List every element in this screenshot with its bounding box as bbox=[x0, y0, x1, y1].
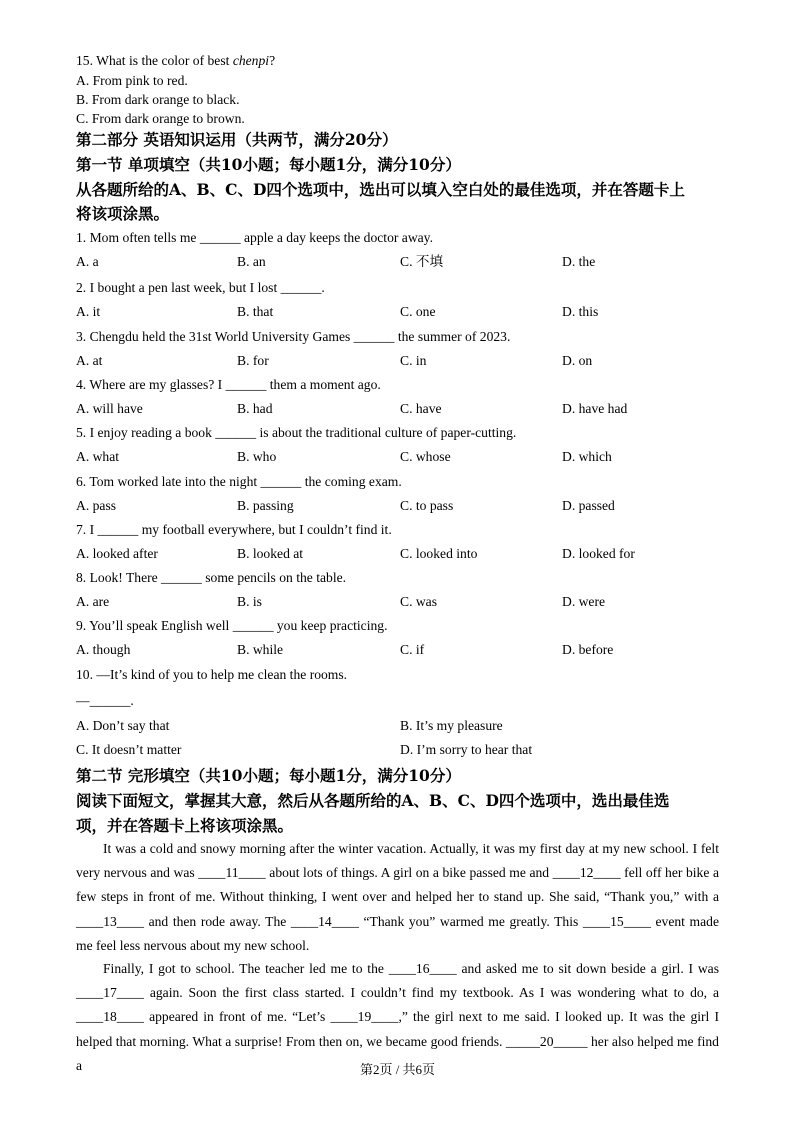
section1-instruction-line2: 将该项涂黑。 bbox=[76, 204, 170, 223]
q4-option-c: C. have bbox=[400, 401, 442, 416]
q3-option-b: B. for bbox=[237, 353, 269, 368]
q9-option-a: A. though bbox=[76, 642, 131, 657]
q4-option-a: A. will have bbox=[76, 401, 143, 416]
q5-option-c: C. whose bbox=[400, 449, 451, 464]
q1-stem: 1. Mom often tells me ______ apple a day keeps the doctor away. bbox=[76, 230, 433, 245]
q9-option-c: C. if bbox=[400, 642, 425, 657]
q10-reply: —______. bbox=[76, 693, 134, 708]
blank-14: ____14____ bbox=[290, 913, 359, 929]
q3-option-c: C. in bbox=[400, 353, 427, 368]
q15-option-c: C. From dark orange to brown. bbox=[76, 111, 245, 126]
blank-15: ____15____ bbox=[582, 913, 651, 929]
q2-option-b: B. that bbox=[237, 304, 274, 319]
blank-18: ____18____ bbox=[76, 1009, 144, 1025]
q6-option-a: A. pass bbox=[76, 498, 117, 513]
q1-option-a: A. a bbox=[76, 254, 99, 269]
q7-option-c: C. looked into bbox=[400, 546, 478, 561]
section2-heading: 第二节 完形填空（共10小题；每小题1分，满分10分） bbox=[76, 766, 461, 785]
q5-option-b: B. who bbox=[237, 449, 277, 464]
q15-stem: 15. What is the color of best chenpi? bbox=[76, 53, 276, 68]
q8-option-d: D. were bbox=[562, 594, 606, 609]
q8-stem: 8. Look! There ______ some pencils on the table. bbox=[76, 570, 347, 585]
q6-option-c: C. to pass bbox=[400, 498, 454, 513]
q15-option-b: B. From dark orange to black. bbox=[76, 92, 240, 107]
q10-option-b: B. It’s my pleasure bbox=[400, 718, 503, 733]
page-footer: 第2页 / 共6页 bbox=[359, 1062, 436, 1077]
q10-option-d: D. I’m sorry to hear that bbox=[400, 742, 533, 757]
q4-stem: 4. Where are my glasses? I ______ them a moment ago. bbox=[76, 377, 381, 392]
q3-stem: 3. Chengdu held the 31st World University Games ______ the summer of 2023. bbox=[76, 329, 511, 344]
q10-option-a: A. Don’t say that bbox=[76, 718, 170, 733]
q10-stem: 10. —It’s kind of you to help me clean the rooms. bbox=[76, 667, 348, 682]
blank-20: _____20_____ bbox=[505, 1033, 588, 1049]
blank-16: ____16____ bbox=[388, 961, 457, 976]
q1-option-d: D. the bbox=[562, 254, 596, 269]
q4-option-b: B. had bbox=[237, 401, 273, 416]
q7-option-b: B. looked at bbox=[237, 546, 304, 561]
q9-stem: 9. You’ll speak English well ______ you keep practicing. bbox=[76, 618, 388, 633]
q6-option-b: B. passing bbox=[237, 498, 294, 513]
cloze-paragraph-2: Finally, I got to school. The teacher led me to the ____16____ and asked me to sit down beside a girl. I was ____17____ again. Soon the first class started. I couldn’t find my textbook. As I was wondering what to do, a ____18____ appeared in front of me. “Let’s ____19____,” the girl next to me said. I looked up. It was the girl I helped that morning. What a surprise! From then on, we became good friends. _____20_____ her also helped me find a bbox=[76, 961, 719, 1073]
q2-option-c: C. one bbox=[400, 304, 436, 319]
q7-option-d: D. looked for bbox=[562, 546, 635, 561]
section2-instruction-line1: 阅读下面短文，掌握其大意，然后从各题所给的A、B、C、D四个选项中，选出最佳选 bbox=[76, 791, 670, 810]
blank-12: ____12____ bbox=[552, 865, 621, 881]
q6-option-d: D. passed bbox=[562, 498, 615, 513]
q8-option-a: A. are bbox=[76, 594, 110, 609]
q15-option-a: A. From pink to red. bbox=[76, 73, 188, 88]
cloze-paragraph-1: It was a cold and snowy morning after the winter vacation. Actually, it was my first day at my new school. I felt very nervous and was ____11____ about lots of things. A girl on a bike passed me and ____12____ fell off her bike a few steps in front of me. Without thinking, I went over and helped her to stand up. She said, “Thank you,” with a ____13____ and then rode away. The ____14____ “Thank you” warmed me greatly. This ____15____ event made me feel less nervous about my new school. bbox=[76, 841, 719, 953]
q5-option-a: A. what bbox=[76, 449, 120, 464]
q1-option-b: B. an bbox=[237, 254, 266, 269]
blank-11: ____11____ bbox=[198, 865, 266, 881]
q4-option-d: D. have had bbox=[562, 401, 628, 416]
blank-17: ____17____ bbox=[76, 985, 144, 1001]
blank-19: ____19____ bbox=[330, 1009, 399, 1025]
q8-option-c: C. was bbox=[400, 594, 438, 609]
q2-option-a: A. it bbox=[76, 304, 101, 319]
section1-heading: 第一节 单项填空（共10小题；每小题1分，满分10分） bbox=[76, 155, 461, 174]
q9-option-b: B. while bbox=[237, 642, 284, 657]
q5-option-d: D. which bbox=[562, 449, 612, 464]
q3-option-a: A. at bbox=[76, 353, 103, 368]
q3-option-d: D. on bbox=[562, 353, 593, 368]
section1-instruction-line1: 从各题所给的A、B、C、D四个选项中，选出可以填入空白处的最佳选项，并在答题卡上 bbox=[76, 180, 685, 199]
q5-stem: 5. I enjoy reading a book ______ is about the traditional culture of paper-cutting. bbox=[76, 425, 517, 440]
q7-stem: 7. I ______ my football everywhere, but I couldn’t find it. bbox=[76, 522, 392, 537]
q6-stem: 6. Tom worked late into the night ______ the coming exam. bbox=[76, 474, 402, 489]
q7-option-a: A. looked after bbox=[76, 546, 158, 561]
q10-option-c: C. It doesn’t matter bbox=[76, 742, 182, 757]
q1-option-c: C. 不填 bbox=[400, 254, 444, 269]
q8-option-b: B. is bbox=[237, 594, 262, 609]
section2-instruction-line2: 项，并在答题卡上将该项涂黑。 bbox=[76, 816, 294, 835]
q9-option-d: D. before bbox=[562, 642, 614, 657]
blank-13: ____13____ bbox=[76, 913, 144, 929]
q2-stem: 2. I bought a pen last week, but I lost ______. bbox=[76, 280, 325, 295]
part2-heading: 第二部分 英语知识运用（共两节，满分20分） bbox=[76, 130, 398, 149]
q2-option-d: D. this bbox=[562, 304, 599, 319]
